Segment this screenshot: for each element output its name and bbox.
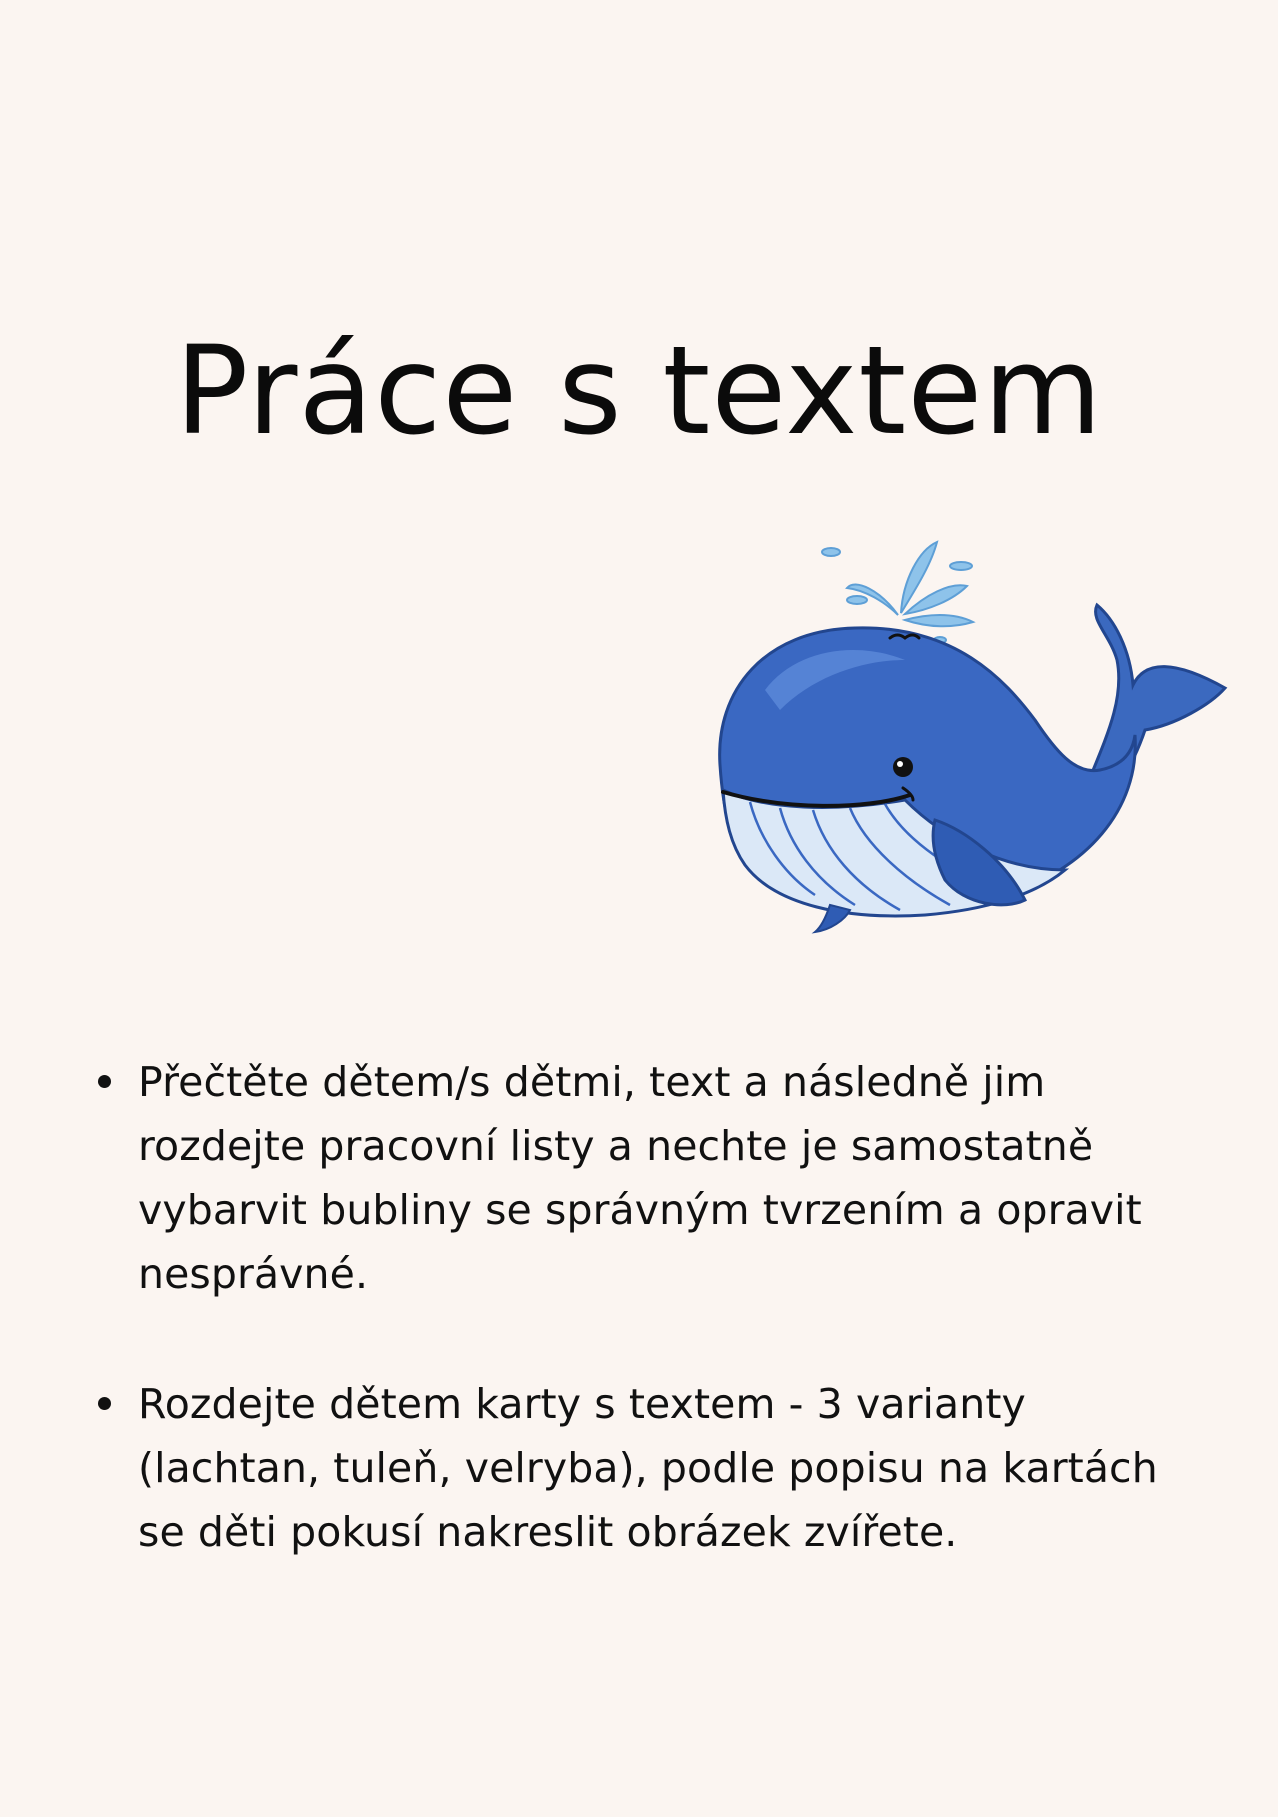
page-title: Práce s textem (174, 320, 1104, 462)
bullet-point (98, 1397, 111, 1410)
list-item (88, 1372, 1208, 1564)
bullet-point (98, 1075, 111, 1088)
whale-icon (705, 510, 1245, 940)
list-item (88, 1050, 1208, 1306)
whale-illustration (705, 510, 1245, 940)
instruction-text: Rozdejte dětem karty s textem - 3 varianty (lachtan, tuleň, velryba), podle popisu na kartách se děti pokusí nakreslit obrázek zvířete. (138, 1380, 1158, 1556)
instruction-text: Přečtěte dětem/s dětmi, text a následně jim rozdejte pracovní listy a nechte je samostatně vybarvit bubliny se správným tvrzením a opravit nesprávné. (138, 1058, 1142, 1298)
instruction-list (88, 1050, 1208, 1630)
